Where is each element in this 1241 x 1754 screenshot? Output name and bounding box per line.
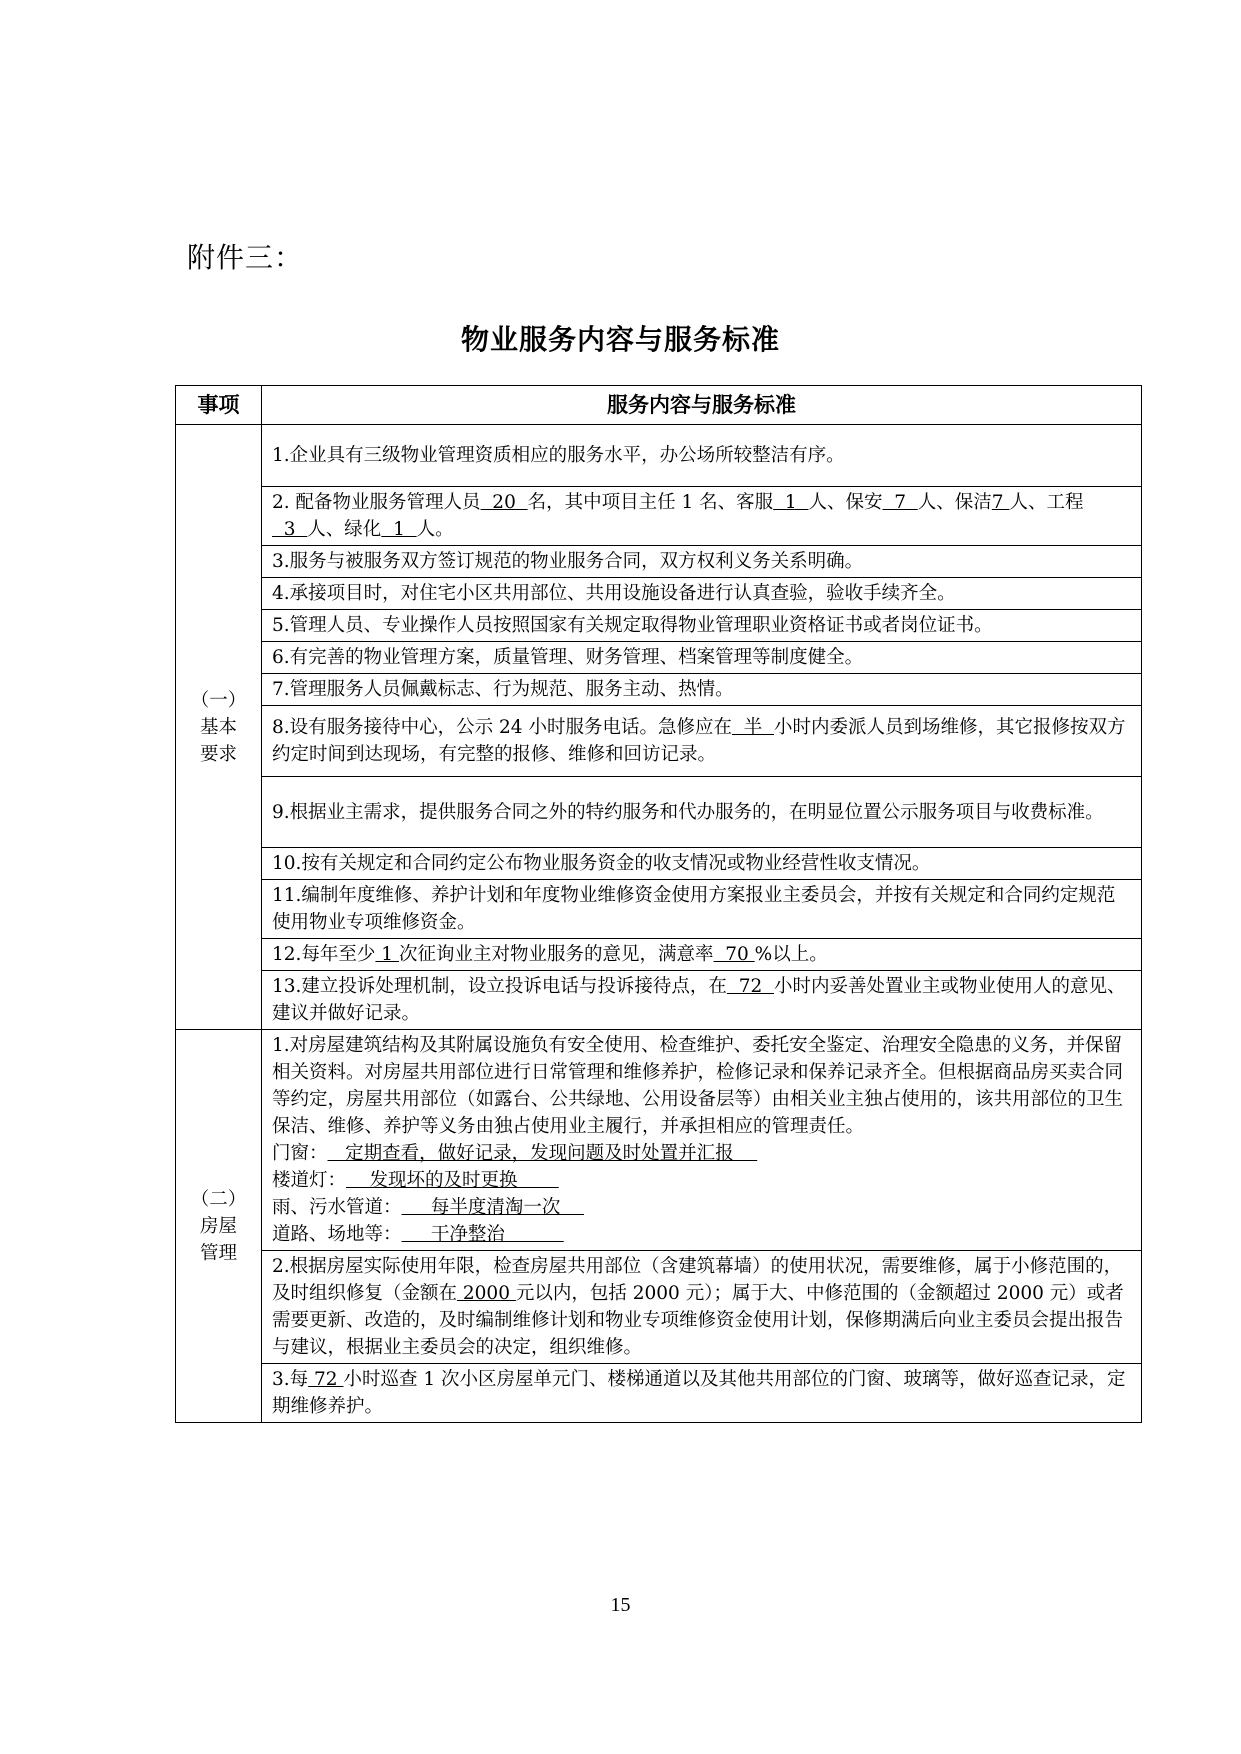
basic-item-11: 11.编制年度维修、养护计划和年度物业维修资金使用方案报业主委员会，并按有关规定和合同约定规范使用物业专项维修资金。 <box>262 880 1142 939</box>
table-row <box>176 971 1142 1030</box>
table-row <box>176 1030 1142 1251</box>
basic-item-6: 6.有完善的物业管理方案，质量管理、财务管理、档案管理等制度健全。 <box>262 642 1142 674</box>
service-standard-table <box>175 385 1142 1423</box>
door-window-line: 门窗： 定期查看，做好记录，发现问题及时处置并汇报 <box>272 1143 758 1164</box>
house-item-1: 1.对房屋建筑结构及其附属设施负有安全使用、检查维护、委托安全鉴定、治理安全隐患的义务，并保留相关资料。对房屋共用部位进行日常管理和维修养护，检修记录和保养记录齐全。但根据商品房买卖合同等约定，房屋共用部位（如露台、公共绿地、公用设备层等）由相关业主独占使用的，该共用部位的卫生保洁、维修、养护等义务由独占使用业主履行，并承担相应的管理责任。 门窗： 定期查看，做好记录，发现问题及时处置并汇报 楼道灯： 发现坏的及时更换 雨、污水管道： 每半度清淘一次 道路、场地等： 干净整治 <box>262 1030 1142 1251</box>
complaint-hours: 72 <box>726 976 775 997</box>
basic-item-12: 12.每年至少 1 次征询业主对物业服务的意见，满意率 70 %以上。 <box>262 939 1142 971</box>
table-header-row <box>176 386 1142 425</box>
table-row <box>176 1251 1142 1364</box>
table-row <box>176 777 1142 848</box>
category-basic: （一） 基本 要求 <box>176 425 262 1030</box>
house-item-2: 2.根据房屋实际使用年限，检查房屋共用部位（含建筑幕墙）的使用状况，需要维修，属于小修范围的，及时组织修复（金额在 2000 元以内，包括 2000 元）；属于大、中修范围的（金额超过 2000 元）或者需要更新、改造的，及时编制维修计划和物业专项维修资金使用计划，保修期满后向业主委员会提出报告与建议，根据业主委员会的决定，组织维修。 <box>262 1251 1142 1364</box>
table-row <box>176 880 1142 939</box>
cleaner-count: 7 <box>991 492 1010 513</box>
table-row <box>176 1364 1142 1423</box>
emergency-hours: 半 <box>731 717 774 738</box>
table-row <box>176 939 1142 971</box>
basic-item-8: 8.设有服务接待中心，公示 24 小时服务电话。急修应在 半 小时内委派人员到场维修，其它报修按双方约定时间到达现场，有完整的报修、维修和回访记录。 <box>262 706 1142 777</box>
document-title: 物业服务内容与服务标准 <box>460 323 780 356</box>
header-content: 服务内容与服务标准 <box>262 386 1142 425</box>
basic-item-5: 5.管理人员、专业操作人员按照国家有关规定取得物业管理职业资格证书或者岗位证书。 <box>262 610 1142 642</box>
basic-item-1: 1.企业具有三级物业管理资质相应的服务水平，办公场所较整洁有序。 <box>262 425 1142 487</box>
basic-item-4: 4.承接项目时，对住宅小区共用部位、共用设施设备进行认真查验，验收手续齐全。 <box>262 578 1142 610</box>
category-house: （二） 房屋 管理 <box>176 1030 262 1423</box>
basic-item-3: 3.服务与被服务双方签订规范的物业服务合同，双方权利义务关系明确。 <box>262 546 1142 578</box>
table-row <box>176 642 1142 674</box>
greening-count: 1 <box>381 519 417 540</box>
satisfaction-rate: 70 <box>713 944 755 965</box>
page-number: 15 <box>610 1594 631 1616</box>
table-row <box>176 848 1142 880</box>
cs-count: 1 <box>773 492 809 513</box>
survey-times: 1 <box>375 944 399 965</box>
road-site-line: 道路、场地等： 干净整治 <box>272 1224 564 1245</box>
table-row <box>176 546 1142 578</box>
attachment-label: 附件三： <box>187 241 304 274</box>
engineer-count: 3 <box>272 519 308 540</box>
table-row <box>176 610 1142 642</box>
inspection-hours: 72 <box>308 1369 344 1390</box>
staff-count: 20 <box>480 492 528 513</box>
basic-item-7: 7.管理服务人员佩戴标志、行为规范、服务主动、热情。 <box>262 674 1142 706</box>
house-item-3: 3.每 72 小时巡查 1 次小区房屋单元门、楼梯通道以及其他共用部位的门窗、玻璃等，做好巡查记录，定期维修养护。 <box>262 1364 1142 1423</box>
table-row <box>176 706 1142 777</box>
table-row <box>176 487 1142 546</box>
basic-item-13: 13.建立投诉处理机制，设立投诉电话与投诉接待点，在 72 小时内妥善处置业主或物业使用人的意见、建议并做好记录。 <box>262 971 1142 1030</box>
table-row <box>176 578 1142 610</box>
stair-light-line: 楼道灯： 发现坏的及时更换 <box>272 1170 559 1191</box>
basic-item-10: 10.按有关规定和合同约定公布物业服务资金的收支情况或物业经营性收支情况。 <box>262 848 1142 880</box>
drain-pipe-line: 雨、污水管道： 每半度清淘一次 <box>272 1197 584 1218</box>
table-row <box>176 674 1142 706</box>
basic-item-9: 9.根据业主需求，提供服务合同之外的特约服务和代办服务的，在明显位置公示服务项目与收费标准。 <box>262 777 1142 848</box>
repair-amount: 2000 <box>457 1283 516 1304</box>
header-item: 事项 <box>176 386 262 425</box>
basic-item-2: 2. 配备物业服务管理人员 20 名，其中项目主任 1 名、客服 1 人、保安 7 人、保洁7 人、工程 3 人、绿化 1 人。 <box>262 487 1142 546</box>
table-row <box>176 425 1142 487</box>
guard-count: 7 <box>882 492 918 513</box>
